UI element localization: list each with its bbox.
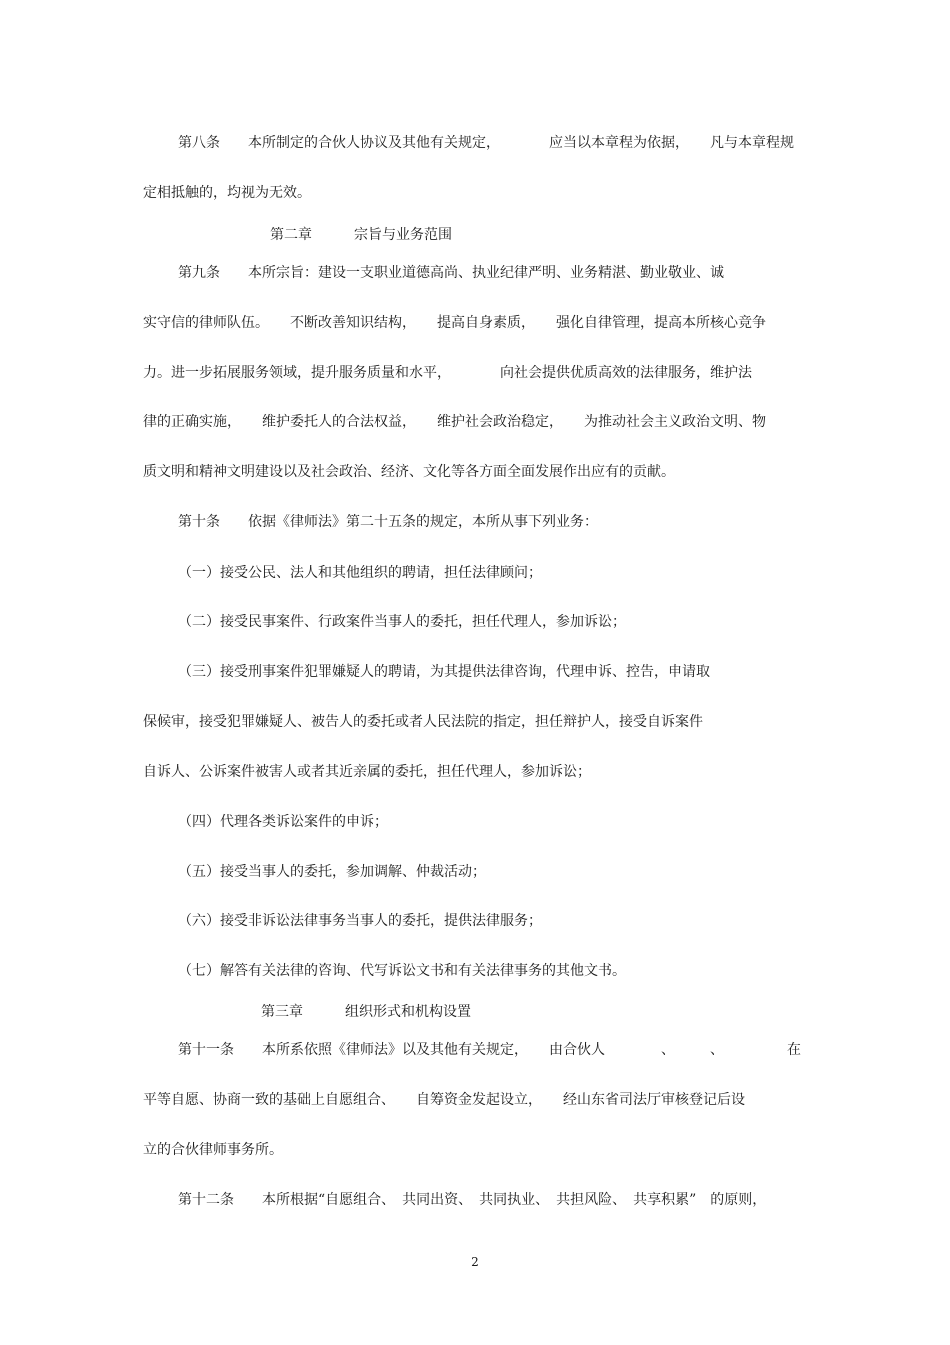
chapter-3-heading: 第三章 组织形式和机构设置 xyxy=(261,1004,471,1020)
article-8-line-1: 第八条 本所制定的合伙人协议及其他有关规定， 应当以本章程为依据， 凡与本章程规 xyxy=(178,135,794,151)
article-8-line-2: 定相抵触的，均视为无效。 xyxy=(143,185,311,201)
article-10-line-1: 第十条 依据《律师法》第二十五条的规定，本所从事下列业务： xyxy=(178,514,598,530)
article-10-item-3-line-1: （三）接受刑事案件犯罪嫌疑人的聘请，为其提供法律咨询，代理申诉、控告，申请取 xyxy=(178,664,710,680)
article-11-line-1: 第十一条 本所系依照《律师法》以及其他有关规定， 由合伙人 、 、 在 xyxy=(178,1042,801,1058)
article-10-item-6: （六）接受非诉讼法律事务当事人的委托，提供法律服务； xyxy=(178,913,542,929)
article-11-line-3: 立的合伙律师事务所。 xyxy=(143,1142,283,1158)
article-9-line-4: 律的正确实施， 维护委托人的合法权益， 维护社会政治稳定， 为推动社会主义政治文明、物 xyxy=(143,414,766,430)
article-12-line-1: 第十二条 本所根据“自愿组合、 共同出资、 共同执业、 共担风险、 共享积累” 的原则， xyxy=(178,1192,767,1208)
article-10-item-5: （五）接受当事人的委托，参加调解、仲裁活动； xyxy=(178,864,486,880)
article-10-item-2: （二）接受民事案件、行政案件当事人的委托，担任代理人，参加诉讼； xyxy=(178,614,626,630)
chapter-2-heading: 第二章 宗旨与业务范围 xyxy=(270,227,452,243)
article-10-item-1: （一）接受公民、法人和其他组织的聘请，担任法律顾问； xyxy=(178,565,542,581)
article-9-line-1: 第九条 本所宗旨：建设一支职业道德高尚、执业纪律严明、业务精湛、勤业敬业、诚 xyxy=(178,265,724,281)
article-10-item-3-line-2: 保候审，接受犯罪嫌疑人、被告人的委托或者人民法院的指定，担任辩护人，接受自诉案件 xyxy=(143,714,703,730)
article-10-item-4: （四）代理各类诉讼案件的申诉； xyxy=(178,814,388,830)
article-9-line-2: 实守信的律师队伍。 不断改善知识结构， 提高自身素质， 强化自律管理，提高本所核心竞争 xyxy=(143,315,766,331)
article-10-item-7: （七）解答有关法律的咨询、代写诉讼文书和有关法律事务的其他文书。 xyxy=(178,963,626,979)
article-11-line-2: 平等自愿、协商一致的基础上自愿组合、 自筹资金发起设立， 经山东省司法厅审核登记后设 xyxy=(143,1092,745,1108)
article-10-item-3-line-3: 自诉人、公诉案件被害人或者其近亲属的委托，担任代理人，参加诉讼； xyxy=(143,764,591,780)
article-9-line-5: 质文明和精神文明建设以及社会政治、经济、文化等各方面全面发展作出应有的贡献。 xyxy=(143,464,675,480)
page-number: 2 xyxy=(471,1255,479,1269)
article-9-line-3: 力。进一步拓展服务领域，提升服务质量和水平， 向社会提供优质高效的法律服务，维护法 xyxy=(143,365,752,381)
